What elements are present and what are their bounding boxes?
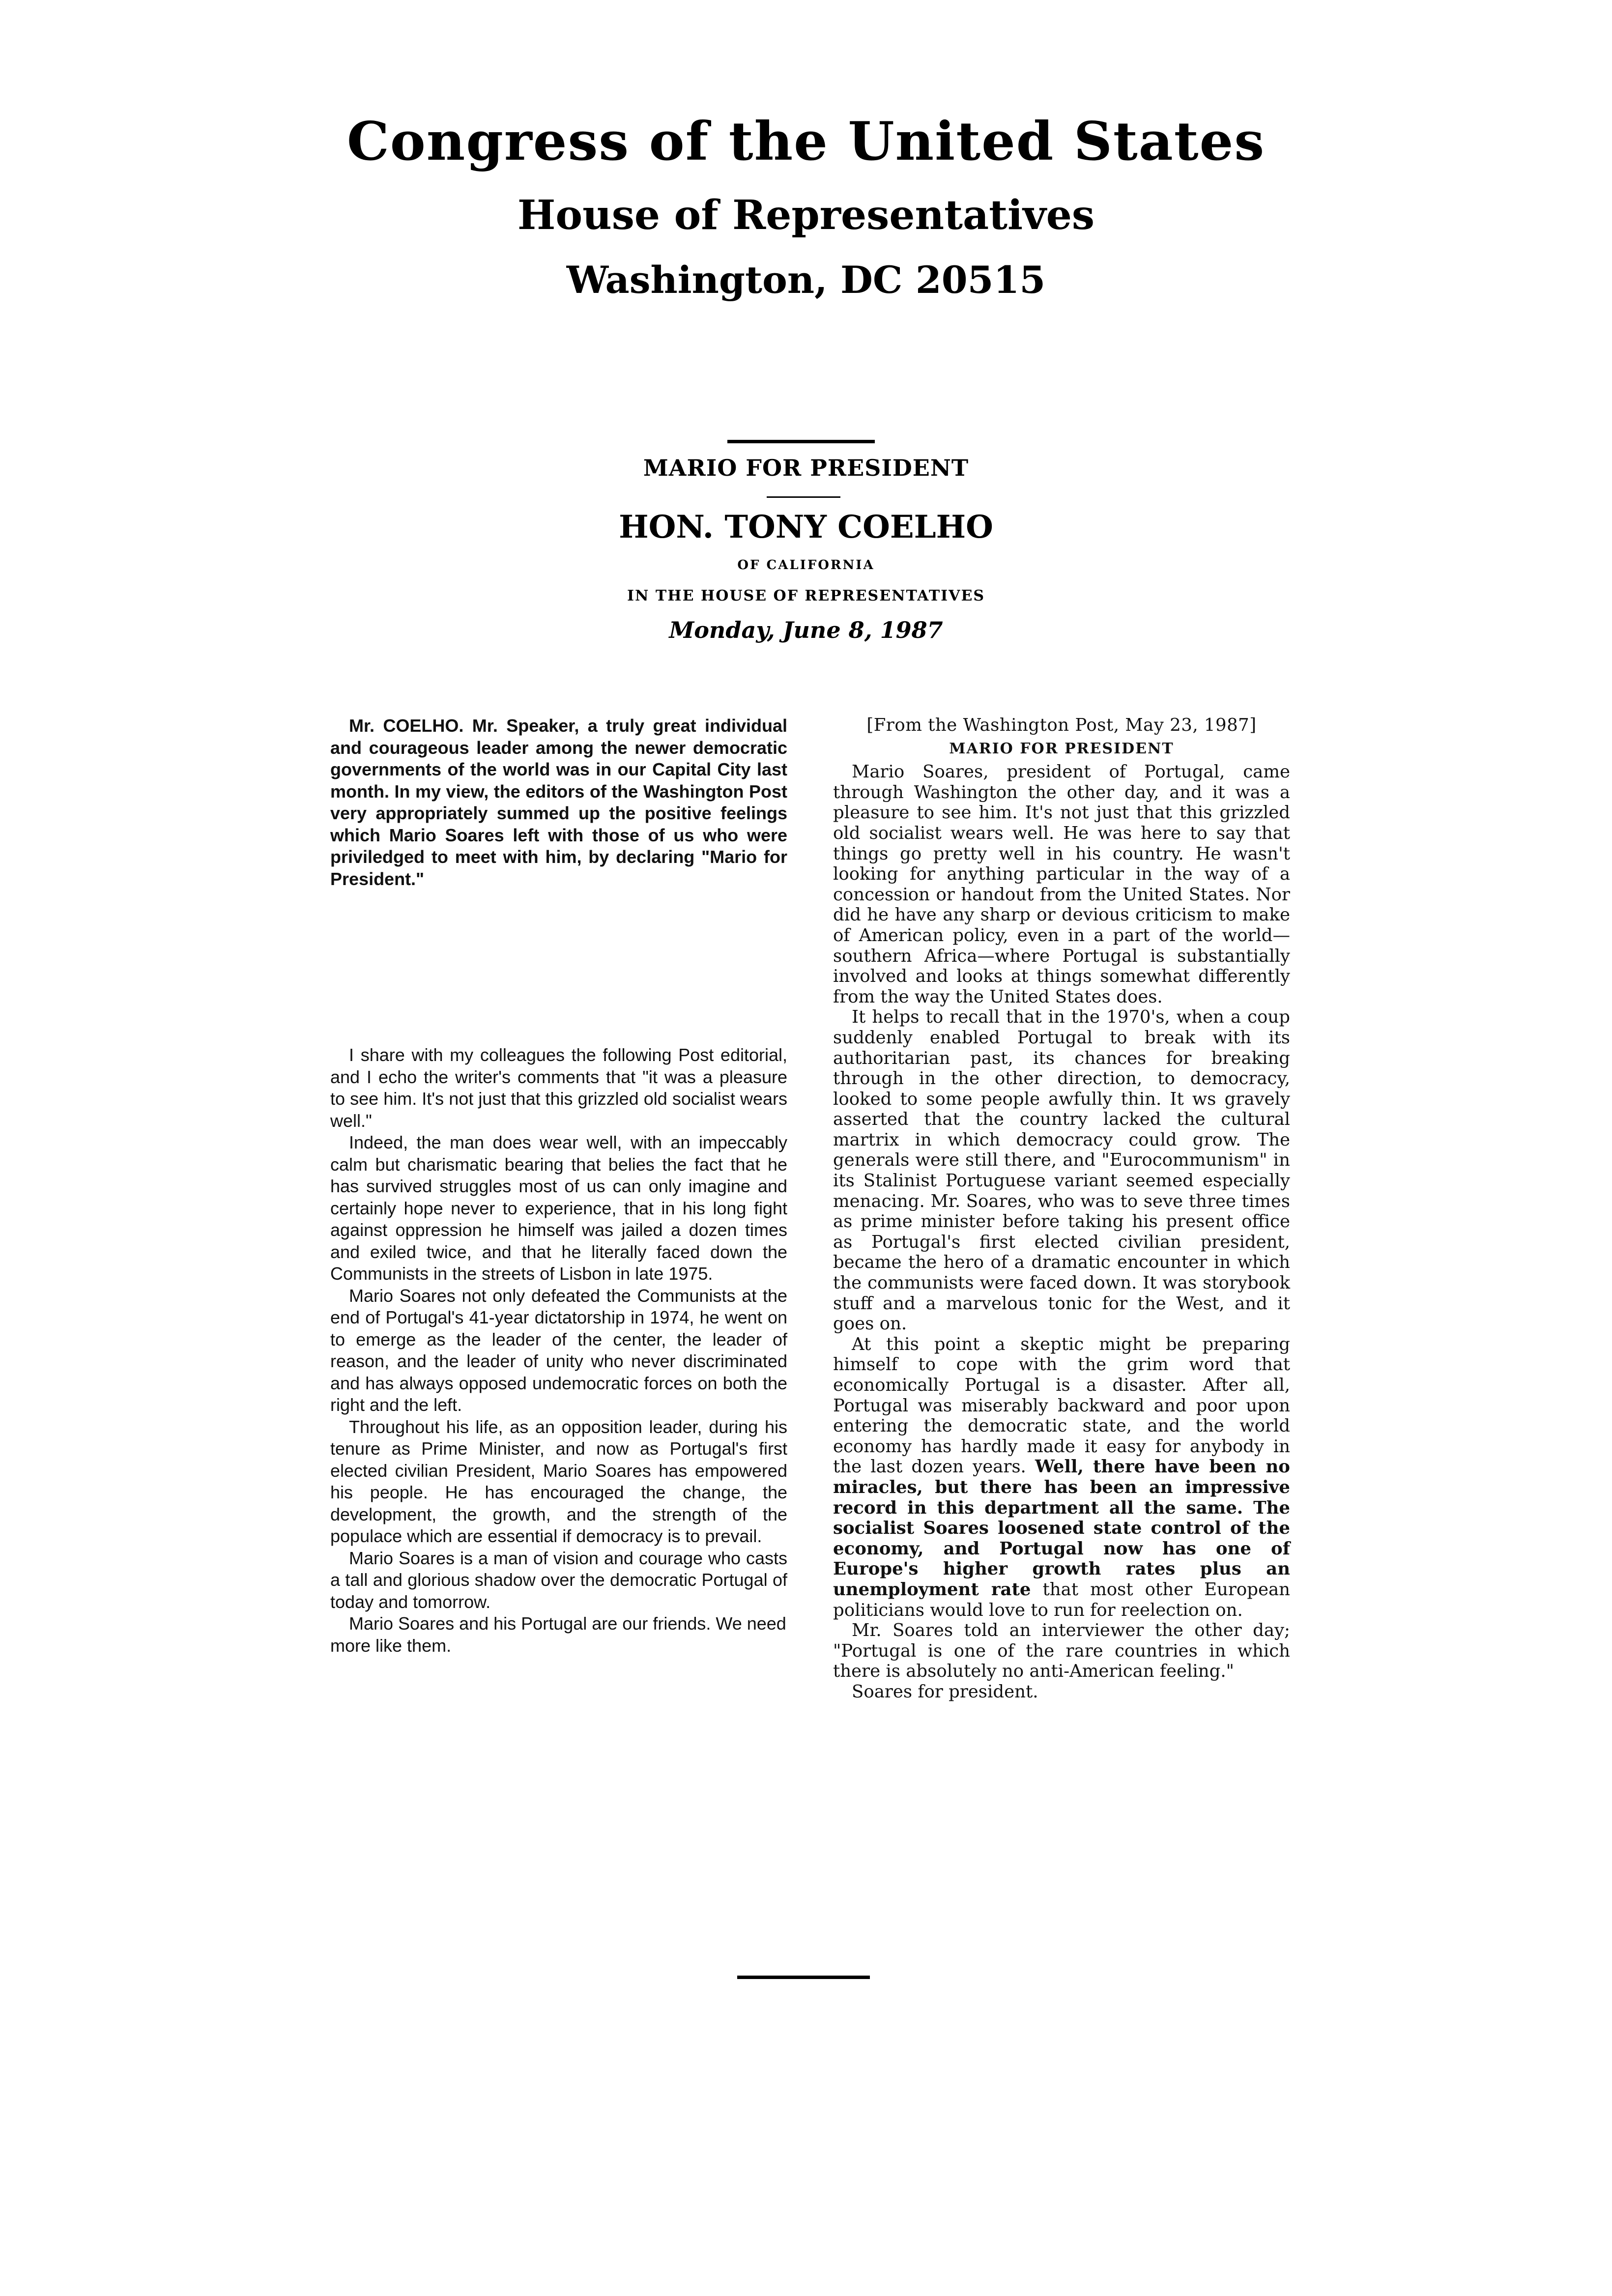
right-paragraph-3-bold: Well, there have been no miracles, but there has been an impressive record in this department all the same. The socialist Soares loosened state control of the economy, and Portugal now has one of Europe's higher growth rates plus an unemployment rate <box>833 1457 1290 1600</box>
letterhead-congress: Congress of the United States <box>346 111 1266 172</box>
editorial-source: [From the Washington Post, May 23, 1987] <box>866 715 1257 735</box>
right-paragraph-4: Mr. Soares told an interviewer the other day; "Portugal is one of the rare countries in which there is absolutely no anti-American feeling." <box>833 1620 1290 1682</box>
right-paragraph-2: It helps to recall that in the 1970's, when a coup suddenly enabled Portugal to break with its authoritarian past, its chances for breaking through in the other direction, to democracy, looked to some people awfully thin. It ws gravely asserted that the country lacked the cultural martrix in which democracy could grow. The generals were still there, and "Eurocommunism" in its Stalinist Portuguese variant seemed especially menacing. Mr. Soares, who was to seve three times as prime minister before taking his present office as Portugal's first elected civilian president, became the hero of a dramatic encounter in which the communists were faced down. It was storybook stuff and a marvelous tonic for the West, and it goes on. <box>833 1007 1290 1334</box>
right-paragraph-3-tail: that most other European politicians would love to run for reelection on. <box>833 1579 1290 1620</box>
right-paragraph-3 <box>833 1334 1290 1620</box>
right-column-editorial <box>833 715 1290 1702</box>
left-paragraph-5: Mario Soares is a man of vision and courage who casts a tall and glorious shadow over the democratic Portugal of today and tomorrow. <box>330 1548 787 1612</box>
left-paragraph-6: Mario Soares and his Portugal are our friends. We need more like them. <box>330 1613 786 1656</box>
right-paragraph-5: Soares for president. <box>852 1681 1038 1702</box>
left-paragraph-4: Throughout his life, as an opposition leader, during his tenure as Prime Minister, and now as Portugal's first elected civilian President, Mario Soares has empowered his people. He has encouraged the change, the development, the growth, and the strength of the populace which are essential if democracy is to prevail. <box>330 1416 787 1546</box>
chamber-line: IN THE HOUSE OF REPRESENTATIVES <box>627 587 985 604</box>
member-name: HON. TONY COELHO <box>619 509 993 545</box>
title-divider-rule <box>767 496 840 498</box>
right-paragraph-1: Mario Soares, president of Portugal, came through Washington the other day, and it was a pleasure to see him. It's not just that this grizzled old socialist wears well. He was here to say that things go pretty well in his country. He wasn't looking for anything particular in the way of a concession or handout from the United States. Nor did he have any sharp or devious criticism to make of American policy, even in a part of the world—southern Africa—where Portugal is substantially involved and looks at things somewhat differently from the way the United States does. <box>833 762 1290 1007</box>
left-column-body <box>330 1044 787 1657</box>
session-date: Monday, June 8, 1987 <box>669 617 943 643</box>
left-paragraph-1: I share with my colleagues the following Post editorial, and I echo the writer's comments that "it was a pleasure to see him. It's not just that this grizzled old socialist wears well." <box>330 1045 787 1131</box>
right-paragraph-3-start: At this point a skeptic might be preparing himself to cope with the grim word that economically Portugal is a disaster. After all, Portugal was miserably backward and poor upon entering the democratic state, and the world economy has hardly made it easy for anybody in the last dozen years. <box>833 1334 1290 1477</box>
letterhead-address: Washington, DC 20515 <box>566 258 1046 302</box>
left-column-intro <box>330 715 787 890</box>
member-state: OF CALIFORNIA <box>737 558 875 573</box>
left-paragraph-2: Indeed, the man does wear well, with an impeccably calm but charismatic bearing that belies the fact that he has survived struggles most of us can only imagine and certainly hope never to experience, that in his long fight against oppression he himself was jailed a dozen times and exiled twice, and that he literally faced down the Communists in the streets of Lisbon in late 1975. <box>330 1132 787 1284</box>
bottom-divider-rule <box>737 1976 870 1979</box>
intro-paragraph: Mr. COELHO. Mr. Speaker, a truly great individual and courageous leader among the newer democratic governments of the world was in our Capital City last month. In my view, the editors of the Washington Post very appropriately summed up the positive feelings which Mario Soares left with those of us who were priviledged to meet with him, by declaring "Mario for President." <box>330 716 787 889</box>
top-divider-rule <box>727 440 875 443</box>
left-paragraph-3: Mario Soares not only defeated the Communists at the end of Portugal's 41-year dictatorship in 1974, he went on to emerge as the leader of the center, the leader of reason, and the leader of unity who never discriminated and has always opposed undemocratic forces on both the right and the left. <box>330 1285 787 1415</box>
extension-title: MARIO FOR PRESIDENT <box>643 455 969 481</box>
letterhead-house: House of Representatives <box>517 192 1095 239</box>
editorial-title: MARIO FOR PRESIDENT <box>949 740 1174 757</box>
